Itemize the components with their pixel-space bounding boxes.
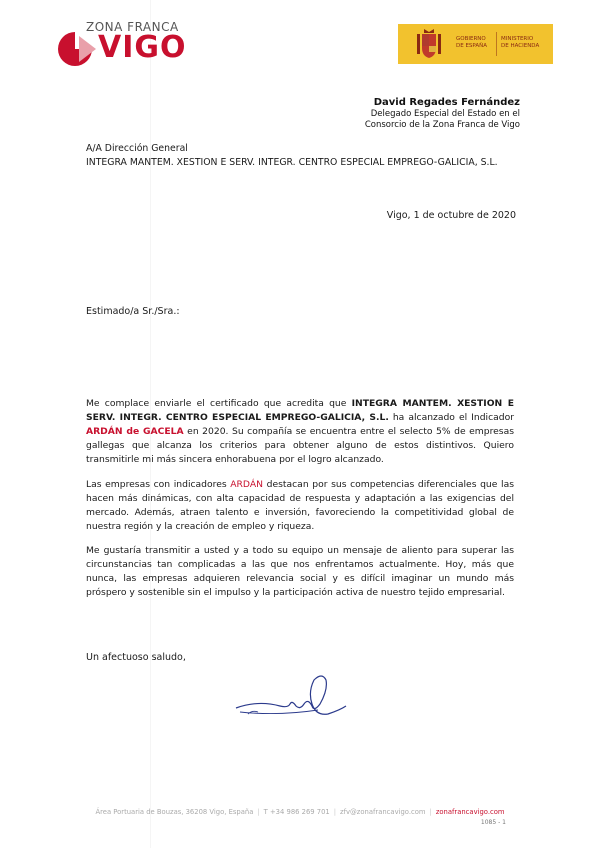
footer-website[interactable]: zonafrancavigo.com <box>435 808 505 816</box>
gov-line-1: GOBIERNO <box>456 36 486 42</box>
sender-block <box>365 96 520 131</box>
p1-text-b: ha alcanzado el Indicador <box>388 412 515 423</box>
document-code: 1085 - 1 <box>480 819 506 826</box>
sender-role: Delegado Especial del Estado en el <box>370 109 520 119</box>
zona-franca-vigo-logo <box>52 20 192 68</box>
addressee-line-2: INTEGRA MANTEM. XESTION E SERV. INTEGR. CENTRO ESPECIAL EMPREGO-GALICIA, S.L. <box>86 157 498 168</box>
banner-divider <box>496 32 497 56</box>
body-paragraph-3: Me gustaría transmitir a usted y a todo su equipo un mensaje de aliento para superar las circunstancias tan complicadas a las que nos enfrentamos actualmente. Hoy, más que nunca, las empresas adquieren relevancia social y es difícil imaginar un mundo más próspero y sostenible sin el impulso y la participación activa de nuestro tejido empresarial. <box>86 545 514 598</box>
addressee-line-1: A/A Dirección General <box>86 143 188 154</box>
handwritten-signature <box>228 670 368 726</box>
p1-text-c: en 2020. Su compañía se encuentra entre el selecto 5% de empresas gallegas que alcanza los criterios para obtener alguno de estos distintivos. Quiero transmitirle mi más sincera enhorabuena por el logro alcanzado. <box>86 426 515 465</box>
footer-sep: | <box>257 808 260 816</box>
letter-date: Vigo, 1 de octubre de 2020 <box>386 210 516 221</box>
logo-main-text: VIGO <box>98 30 187 65</box>
ministry-line-1: MINISTERIO <box>501 36 534 42</box>
ministry-line-2: DE HACIENDA <box>501 43 540 49</box>
gobierno-ministerio-banner <box>398 24 553 64</box>
logo-emblem-icon <box>52 30 98 68</box>
p1-text-a: Me complace enviarle el certificado que acredita que <box>86 398 352 409</box>
ministry-text <box>501 36 539 50</box>
p2-ardan: ARDÁN <box>230 479 264 490</box>
addressee-block <box>86 142 498 170</box>
gov-text <box>456 36 487 50</box>
logo-top-text: ZONA FRANCA <box>86 20 179 34</box>
sender-name: David Regades Fernández <box>373 97 520 108</box>
body-paragraph-2 <box>86 478 514 534</box>
coat-of-arms-icon <box>416 28 442 60</box>
body-paragraph-1 <box>86 397 514 467</box>
footer <box>0 808 600 816</box>
footer-sep: | <box>429 808 432 816</box>
p2-text-b: destacan por sus competencias diferenciales que las hacen más dinámicas, con alta capacidad de respuesta y adaptación a las exigencias del mercado. Además, atraen talento e inversión, favoreciendo la competitividad global de nuestra región y la creación de empleo y riqueza. <box>86 479 514 532</box>
footer-phone: T +34 986 269 701 <box>263 808 330 816</box>
p1-indicator: ARDÁN de GACELA <box>86 426 184 437</box>
footer-address: Área Portuaria de Bouzas, 36208 Vigo, España <box>95 808 254 816</box>
p2-text-a: Las empresas con indicadores <box>86 479 231 490</box>
footer-sep: | <box>333 808 337 816</box>
closing: Un afectuoso saludo, <box>86 652 186 663</box>
gov-line-2: DE ESPAÑA <box>456 43 488 49</box>
greeting: Estimado/a Sr./Sra.: <box>86 306 180 317</box>
p1-company-name: INTEGRA MANTEM. XESTION E SERV. INTEGR. CENTRO ESPECIAL EMPREGO-GALICIA, S.L. <box>86 398 514 423</box>
footer-email[interactable]: zfv@zonafrancavigo.com <box>340 808 426 816</box>
sender-org: Consorcio de la Zona Franca de Vigo <box>364 120 520 130</box>
